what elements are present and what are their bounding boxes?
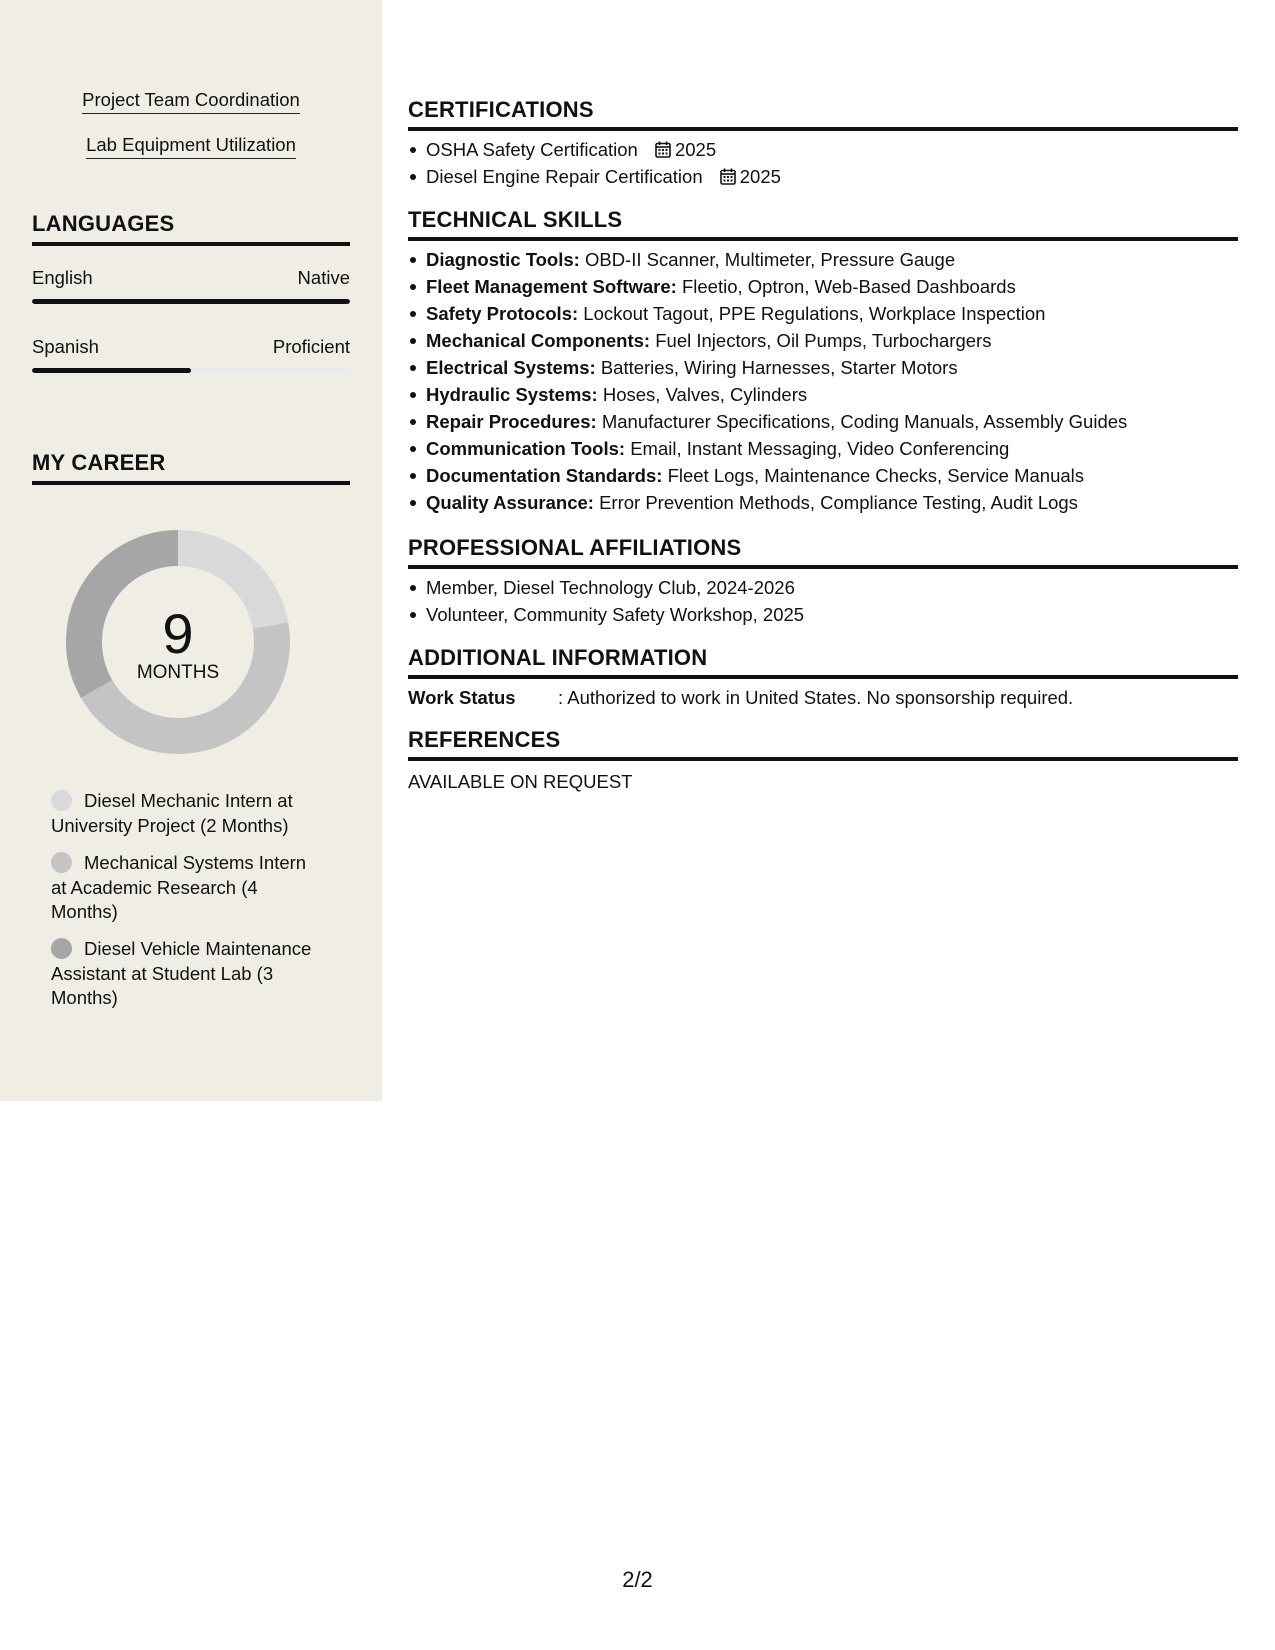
skill-tag-label: Lab Equipment Utilization	[86, 133, 296, 159]
language-proficiency-bar	[32, 299, 350, 304]
technical-skill-value: Fuel Injectors, Oil Pumps, Turbochargers	[655, 330, 992, 351]
certification-item	[426, 163, 1238, 190]
career-heading: MY CAREER	[32, 450, 350, 485]
certifications-list	[426, 136, 1238, 190]
work-status-row	[408, 685, 1238, 711]
additional-info-heading: ADDITIONAL INFORMATION	[408, 645, 1238, 679]
technical-skill-label: Documentation Standards:	[426, 465, 663, 486]
career-legend-item	[51, 937, 326, 1011]
legend-dot-icon	[51, 790, 72, 811]
language-level: Native	[297, 267, 350, 288]
languages-heading: LANGUAGES	[32, 211, 350, 246]
legend-dot-icon	[51, 852, 72, 873]
technical-skill-value: Batteries, Wiring Harnesses, Starter Motors	[600, 357, 958, 378]
language-name: English	[32, 267, 93, 288]
technical-skill-label: Repair Procedures:	[426, 411, 597, 432]
certification-item	[426, 136, 1238, 163]
technical-skill-value: Fleet Logs, Maintenance Checks, Service Manuals	[667, 465, 1085, 486]
skill-tag	[0, 133, 382, 159]
language-name: Spanish	[32, 336, 99, 357]
technical-skill-label: Communication Tools:	[426, 438, 626, 459]
career-total-value: 9	[162, 602, 194, 665]
references-text: AVAILABLE ON REQUEST	[408, 771, 633, 792]
certification-name: OSHA Safety Certification	[426, 139, 638, 160]
technical-skill-item	[426, 435, 1238, 462]
technical-skill-value: Fleetio, Optron, Web-Based Dashboards	[681, 276, 1016, 297]
technical-skill-value: Hoses, Valves, Cylinders	[602, 384, 808, 405]
technical-skills-list	[426, 246, 1238, 516]
certification-name: Diesel Engine Repair Certification	[426, 166, 703, 187]
technical-skill-label: Safety Protocols:	[426, 303, 579, 324]
career-legend-label: Mechanical Systems Intern at Academic Research (4 Months)	[51, 852, 307, 922]
affiliations-heading: PROFESSIONAL AFFILIATIONS	[408, 535, 1238, 569]
calendar-icon	[655, 141, 671, 158]
technical-skill-label: Diagnostic Tools:	[426, 249, 580, 270]
sidebar	[0, 0, 382, 1101]
technical-skill-item	[426, 300, 1238, 327]
calendar-icon	[720, 168, 736, 185]
career-legend-item	[51, 851, 326, 925]
language-row	[32, 267, 350, 289]
language-proficiency-bar	[32, 368, 350, 373]
technical-skill-item	[426, 354, 1238, 381]
technical-skill-item	[426, 489, 1238, 516]
legend-dot-icon	[51, 938, 72, 959]
affiliation-item: Member, Diesel Technology Club, 2024-2026	[426, 574, 1238, 601]
certifications-heading: CERTIFICATIONS	[408, 97, 1238, 131]
career-legend-label: Diesel Mechanic Intern at University Project (2 Months)	[51, 790, 293, 836]
technical-skill-label: Electrical Systems:	[426, 357, 596, 378]
certification-year: 2025	[674, 139, 717, 160]
career-legend-label: Diesel Vehicle Maintenance Assistant at Student Lab (3 Months)	[51, 938, 312, 1008]
skill-tag	[0, 88, 382, 114]
certification-year: 2025	[739, 166, 781, 187]
career-donut-chart	[64, 528, 292, 756]
career-total-unit: MONTHS	[136, 662, 220, 683]
technical-skill-value: Lockout Tagout, PPE Regulations, Workplace Inspection	[583, 303, 1046, 324]
work-status-label: Work Status	[408, 687, 516, 708]
technical-skill-item	[426, 408, 1238, 435]
technical-skill-item	[426, 327, 1238, 354]
technical-skill-value: OBD-II Scanner, Multimeter, Pressure Gauge	[584, 249, 956, 270]
technical-skill-label: Mechanical Components:	[426, 330, 651, 351]
language-row	[32, 336, 350, 358]
technical-skill-item	[426, 246, 1238, 273]
language-proficiency-fill	[32, 299, 350, 304]
affiliations-list	[426, 574, 1238, 628]
technical-skill-value: Error Prevention Methods, Compliance Testing, Audit Logs	[599, 492, 1078, 513]
technical-skill-item	[426, 273, 1238, 300]
skill-tag-label: Project Team Coordination	[82, 88, 300, 114]
language-level: Proficient	[272, 336, 350, 357]
work-status-value: : Authorized to work in United States. No sponsorship required.	[558, 687, 1074, 708]
references-heading: REFERENCES	[408, 727, 1238, 761]
career-legend-item	[51, 789, 326, 838]
affiliation-item: Volunteer, Community Safety Workshop, 2025	[426, 601, 1238, 628]
technical-skill-label: Hydraulic Systems:	[426, 384, 598, 405]
technical-skill-label: Quality Assurance:	[426, 492, 594, 513]
page-number: 2/2	[622, 1567, 653, 1592]
technical-skills-heading: TECHNICAL SKILLS	[408, 207, 1238, 241]
technical-skill-item	[426, 462, 1238, 489]
technical-skill-item	[426, 381, 1238, 408]
technical-skill-value: Email, Instant Messaging, Video Conferencing	[630, 438, 1010, 459]
technical-skill-value: Manufacturer Specifications, Coding Manuals, Assembly Guides	[601, 411, 1128, 432]
technical-skill-label: Fleet Management Software:	[426, 276, 677, 297]
language-proficiency-fill	[32, 368, 191, 373]
